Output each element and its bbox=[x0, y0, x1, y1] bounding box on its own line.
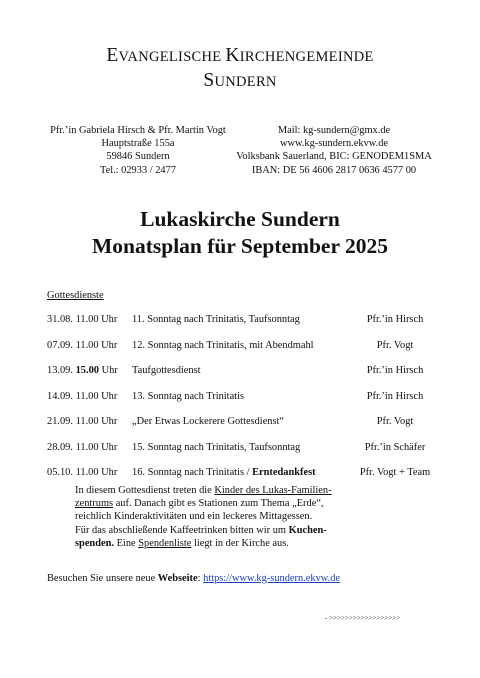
service-datetime bbox=[47, 415, 117, 429]
service-date: 07.09. bbox=[47, 340, 76, 351]
service-time: 11.00 bbox=[75, 416, 99, 427]
service-datetime bbox=[47, 339, 117, 353]
service-description-text: „Der Etwas Lockerere Gottesdienst“ bbox=[132, 416, 285, 427]
service-description bbox=[132, 313, 300, 327]
contact-left bbox=[38, 124, 238, 177]
service-time-unit: Uhr bbox=[98, 442, 118, 453]
service-description bbox=[132, 390, 244, 404]
service-description bbox=[132, 441, 300, 455]
header-capital: E bbox=[106, 45, 119, 66]
service-datetime bbox=[47, 466, 117, 480]
service-description-text: 13. Sonntag nach Trinitatis bbox=[132, 391, 244, 402]
service-time-unit: Uhr bbox=[98, 416, 118, 427]
service-highlight: Erntedankfest bbox=[252, 467, 316, 478]
pastors-names: Pfr.’in Gabriela Hirsch & Pfr. Martin Vogt bbox=[50, 125, 226, 136]
service-time: 11.00 bbox=[75, 442, 99, 453]
service-description-text: 11. Sonntag nach Trinitatis, Taufsonntag bbox=[132, 314, 300, 325]
service-datetime bbox=[47, 364, 118, 378]
service-pastor: Pfr.’in Schäfer bbox=[364, 442, 426, 453]
service-row bbox=[47, 415, 447, 429]
service-pastor: Pfr.’in Hirsch bbox=[366, 391, 424, 402]
children-center-text: Kinder des Lukas-Familien- bbox=[214, 485, 332, 496]
service-pastor: Pfr. Vogt bbox=[376, 340, 414, 351]
service-row bbox=[47, 466, 447, 480]
email: Mail: kg-sundern@gmx.de bbox=[277, 125, 391, 136]
detail-text: Für das abschließende Kaffeetrinken bitten wir um bbox=[75, 524, 289, 536]
service-row bbox=[47, 441, 447, 455]
website-link[interactable]: https://www.kg-sundern.ekvw.de bbox=[203, 573, 341, 584]
service-pastor: Pfr. Vogt bbox=[376, 416, 414, 427]
service-description-text: 15. Sonntag nach Trinitatis, Taufsonntag bbox=[132, 442, 301, 453]
continued-arrows: - >>>>>>>>>>>>>>>>>> bbox=[325, 614, 401, 622]
service-time: 11.00 bbox=[75, 314, 99, 325]
website-line bbox=[47, 573, 340, 584]
service-row bbox=[47, 364, 447, 378]
website-intro: Besuchen Sie unsere neue bbox=[47, 573, 158, 584]
detail-line-5 bbox=[75, 537, 375, 550]
header-capital: S bbox=[203, 70, 215, 91]
service-pastor: Pfr. Vogt + Team bbox=[359, 467, 431, 478]
month-plan-title: Monatsplan für September 2025 bbox=[91, 234, 389, 258]
cake-donation-text-cont: spenden. bbox=[75, 537, 114, 549]
street-address: Hauptstraße 155a bbox=[101, 138, 175, 150]
detail-text: Eine bbox=[113, 537, 139, 549]
header-smallcaps: UNDERN bbox=[214, 74, 277, 90]
detail-line-3: reichlich Kinderaktivitäten und ein leckeres Mittagessen. bbox=[75, 511, 313, 523]
website-colon: : bbox=[197, 573, 204, 584]
website-label: Webseite bbox=[157, 573, 198, 584]
bank-bic: Volksbank Sauerland, BIC: GENODEM1SMA bbox=[236, 151, 432, 163]
service-description bbox=[132, 364, 201, 378]
phone: Tel.: 02933 / 2477 bbox=[99, 164, 177, 176]
detail-text: In diesem Gottesdienst treten die bbox=[75, 485, 215, 496]
service-time-unit: Uhr bbox=[98, 391, 118, 402]
detail-line-1 bbox=[75, 484, 375, 497]
detail-text: auf. Danach gibt es Stationen zum Thema „Erde“, bbox=[113, 498, 324, 510]
service-time-unit: Uhr bbox=[98, 467, 118, 478]
section-label: Gottesdienste bbox=[47, 290, 104, 301]
service-description bbox=[132, 415, 284, 429]
service-row bbox=[47, 313, 447, 327]
service-time: 11.00 bbox=[75, 391, 99, 402]
service-row bbox=[47, 339, 447, 353]
church-title: Lukaskirche Sundern bbox=[140, 207, 340, 231]
parish-name-line2 bbox=[0, 69, 480, 94]
service-time-unit: Uhr bbox=[98, 340, 118, 351]
detail-text: liegt in der Kirche aus. bbox=[191, 537, 289, 549]
contact-right bbox=[228, 124, 440, 177]
header-smallcaps: IRCHENGEMEINDE bbox=[239, 49, 374, 65]
service-datetime bbox=[47, 441, 117, 455]
service-time: 15.00 bbox=[75, 365, 99, 376]
service-pastor: Pfr.’in Hirsch bbox=[366, 365, 424, 376]
header-smallcaps: VANGELISCHE bbox=[118, 49, 226, 65]
header-capital: K bbox=[225, 45, 240, 66]
donation-list-text: Spendenliste bbox=[138, 537, 192, 549]
detail-line-2 bbox=[75, 497, 375, 510]
service-description-text: Taufgottesdienst bbox=[132, 365, 201, 376]
erntedank-details bbox=[75, 484, 375, 550]
service-date: 14.09. bbox=[47, 391, 76, 402]
detail-line-4 bbox=[75, 524, 375, 537]
service-date: 13.09. bbox=[47, 365, 76, 376]
service-time: 11.00 bbox=[75, 467, 99, 478]
children-center-text-cont: zentrums bbox=[75, 498, 114, 510]
service-date: 21.09. bbox=[47, 416, 76, 427]
service-description bbox=[132, 466, 316, 480]
service-time: 11.00 bbox=[75, 340, 99, 351]
service-description-text: 12. Sonntag nach Trinitatis, mit Abendmahl bbox=[132, 340, 314, 351]
web-address: www.kg-sundern.ekvw.de bbox=[279, 138, 388, 150]
service-date: 05.10. bbox=[47, 467, 76, 478]
service-row bbox=[47, 390, 447, 404]
service-description-text: 16. Sonntag nach Trinitatis / bbox=[132, 467, 253, 478]
parish-name-line1 bbox=[0, 44, 480, 69]
service-pastor: Pfr.’in Hirsch bbox=[366, 314, 424, 325]
service-time-unit: Uhr bbox=[98, 314, 118, 325]
service-date: 31.08. bbox=[47, 314, 76, 325]
cake-donation-text: Kuchen- bbox=[288, 524, 327, 536]
bank-iban: IBAN: DE 56 4606 2817 0636 4577 00 bbox=[251, 164, 417, 176]
service-datetime bbox=[47, 313, 117, 327]
service-datetime bbox=[47, 390, 117, 404]
service-description bbox=[132, 339, 314, 353]
postal-city: 59846 Sundern bbox=[106, 151, 170, 163]
service-time-unit: Uhr bbox=[98, 365, 118, 376]
service-date: 28.09. bbox=[47, 442, 76, 453]
